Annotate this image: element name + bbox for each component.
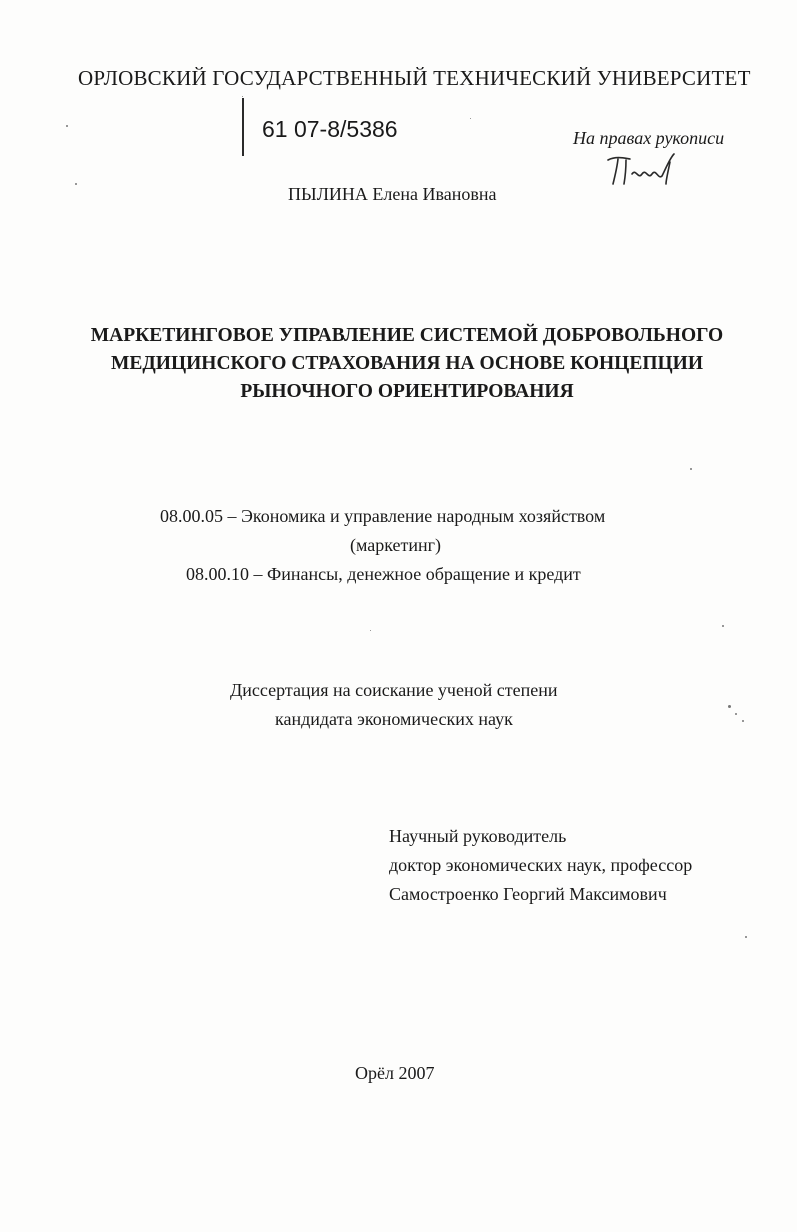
scan-speck	[722, 625, 724, 627]
scan-speck	[745, 936, 747, 938]
manuscript-note: На правах рукописи	[573, 128, 725, 148]
supervisor-label: Научный руководитель	[389, 826, 567, 846]
specialty-line-1: 08.00.05 – Экономика и управление народным хозяйством	[160, 506, 606, 526]
archive-number: 61 07-8/5386	[262, 116, 398, 142]
scan-speck	[66, 125, 68, 127]
supervisor-name: Самостроенко Георгий Максимович	[389, 884, 667, 904]
dissertation-title	[82, 322, 732, 406]
scan-speck	[75, 183, 77, 185]
scan-speck	[690, 468, 692, 470]
scan-speck	[742, 720, 744, 722]
title-line: МАРКЕТИНГОВОЕ УПРАВЛЕНИЕ СИСТЕМОЙ ДОБРОВОЛЬНОГО	[90, 325, 724, 346]
handwritten-signature	[604, 150, 684, 195]
scan-speck	[370, 630, 371, 631]
scan-speck	[242, 96, 243, 97]
city-year: Орёл 2007	[355, 1063, 435, 1083]
archive-stamp-bar	[242, 98, 244, 156]
specialty-line-2: 08.00.10 – Финансы, денежное обращение и кредит	[186, 564, 581, 584]
supervisor-degree: доктор экономических наук, профессор	[389, 855, 693, 875]
scan-speck	[470, 118, 471, 119]
title-line: МЕДИЦИНСКОГО СТРАХОВАНИЯ НА ОСНОВЕ КОНЦЕПЦИИ	[110, 353, 704, 374]
author-name: ПЫЛИНА Елена Ивановна	[288, 184, 497, 204]
scan-speck	[735, 713, 737, 715]
degree-line-1: Диссертация на соискание ученой степени	[230, 680, 558, 700]
degree-line-2: кандидата экономических наук	[275, 709, 513, 729]
university-name: ОРЛОВСКИЙ ГОСУДАРСТВЕННЫЙ ТЕХНИЧЕСКИЙ УНИВЕРСИТЕТ	[78, 66, 751, 90]
specialty-line-1-continuation: (маркетинг)	[350, 535, 442, 555]
title-line: РЫНОЧНОГО ОРИЕНТИРОВАНИЯ	[240, 381, 574, 402]
scan-speck	[728, 705, 731, 708]
